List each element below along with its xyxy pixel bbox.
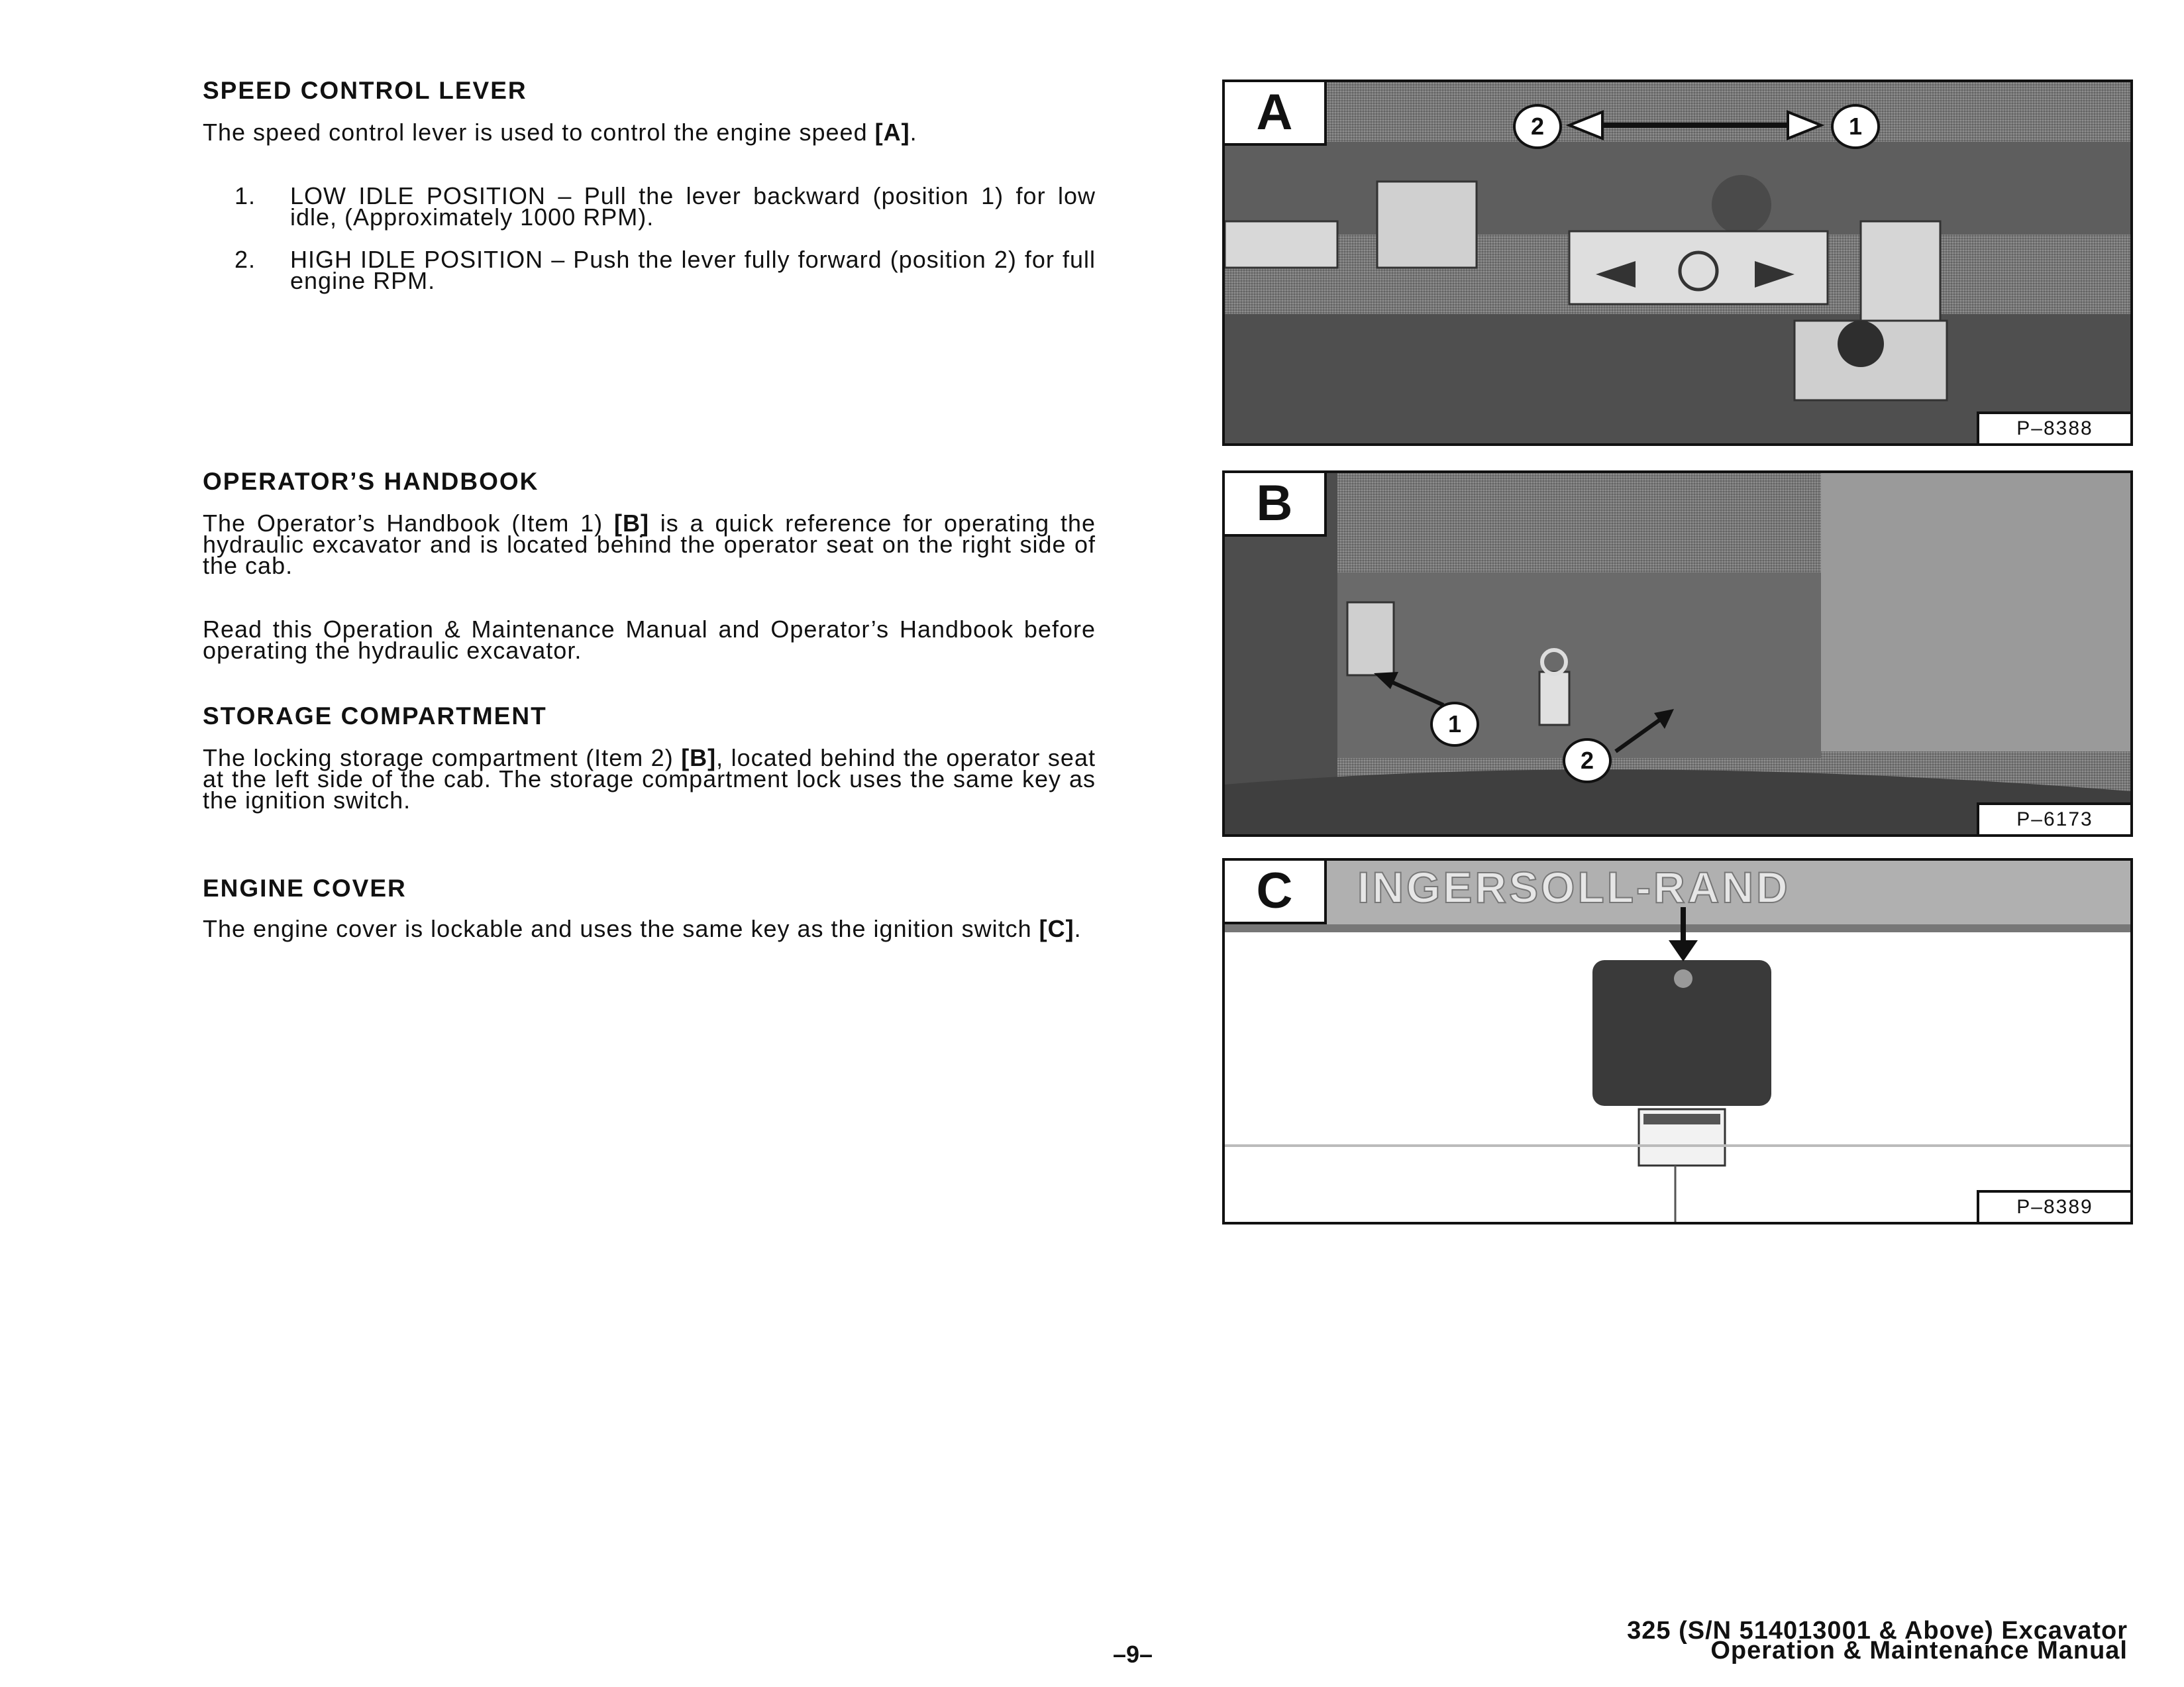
brand-logo-text: INGERSOLL-RAND (1357, 863, 1791, 912)
figure-b-callout-2: 2 (1563, 738, 1612, 783)
engine-cover-heading: ENGINE COVER (203, 875, 407, 902)
handbook-heading: OPERATOR’S HANDBOOK (203, 468, 539, 495)
figure-a-photo (1222, 80, 2133, 446)
handbook-paragraph-1: The Operator’s Handbook (Item 1) [B] is a quick reference for operating the hydraulic excavator and is located behind the operator seat on the right side of the cab. (203, 510, 1096, 579)
figure-c-photo (1222, 858, 2133, 1224)
figure-a-label: A (1225, 82, 1327, 146)
storage-paragraph: The locking storage compartment (Item 2) [B], located behind the operator seat at the left side of the cab. The storage compartment lock uses the same key as the ignition switch. (203, 744, 1096, 814)
figure-a-callout-1: 1 (1831, 104, 1880, 149)
manual-title-line-2: Operation & Maintenance Manual (1710, 1637, 2128, 1664)
manual-title-line-1: 325 (S/N 514013001 & Above) Excavator (1627, 1617, 2128, 1645)
figure-b-label: B (1225, 473, 1327, 537)
speed-list-item-2: 2. HIGH IDLE POSITION – Push the lever fully forward (position 2) for full engine RPM. (234, 246, 1096, 294)
figure-b-code: P–6173 (1977, 802, 2130, 834)
speed-control-heading: SPEED CONTROL LEVER (203, 77, 527, 104)
figure-c-label: C (1225, 861, 1327, 924)
figure-b-illustration (1225, 473, 2130, 834)
engine-cover-paragraph: The engine cover is lockable and uses the same key as the ignition switch [C]. (203, 915, 1082, 942)
figure-b-callout-1: 1 (1430, 702, 1479, 747)
speed-list-item-1: 1. LOW IDLE POSITION – Pull the lever backward (position 1) for low idle, (Approximately 1000 RPM). (234, 182, 1096, 231)
manual-title (1627, 1617, 2128, 1664)
page-number: –9– (1113, 1641, 1153, 1668)
figure-c-illustration (1225, 861, 2130, 1222)
storage-heading: STORAGE COMPARTMENT (203, 702, 547, 730)
figure-a-code: P–8388 (1977, 411, 2130, 443)
figure-b-photo (1222, 470, 2133, 837)
figure-a-illustration (1225, 82, 2130, 443)
figure-a-callout-2: 2 (1513, 104, 1562, 149)
speed-control-intro: The speed control lever is used to control the engine speed [A]. (203, 119, 917, 146)
handbook-paragraph-2: Read this Operation & Maintenance Manual and Operator’s Handbook before operating the hydraulic excavator. (203, 616, 1096, 664)
figure-c-code: P–8389 (1977, 1190, 2130, 1222)
